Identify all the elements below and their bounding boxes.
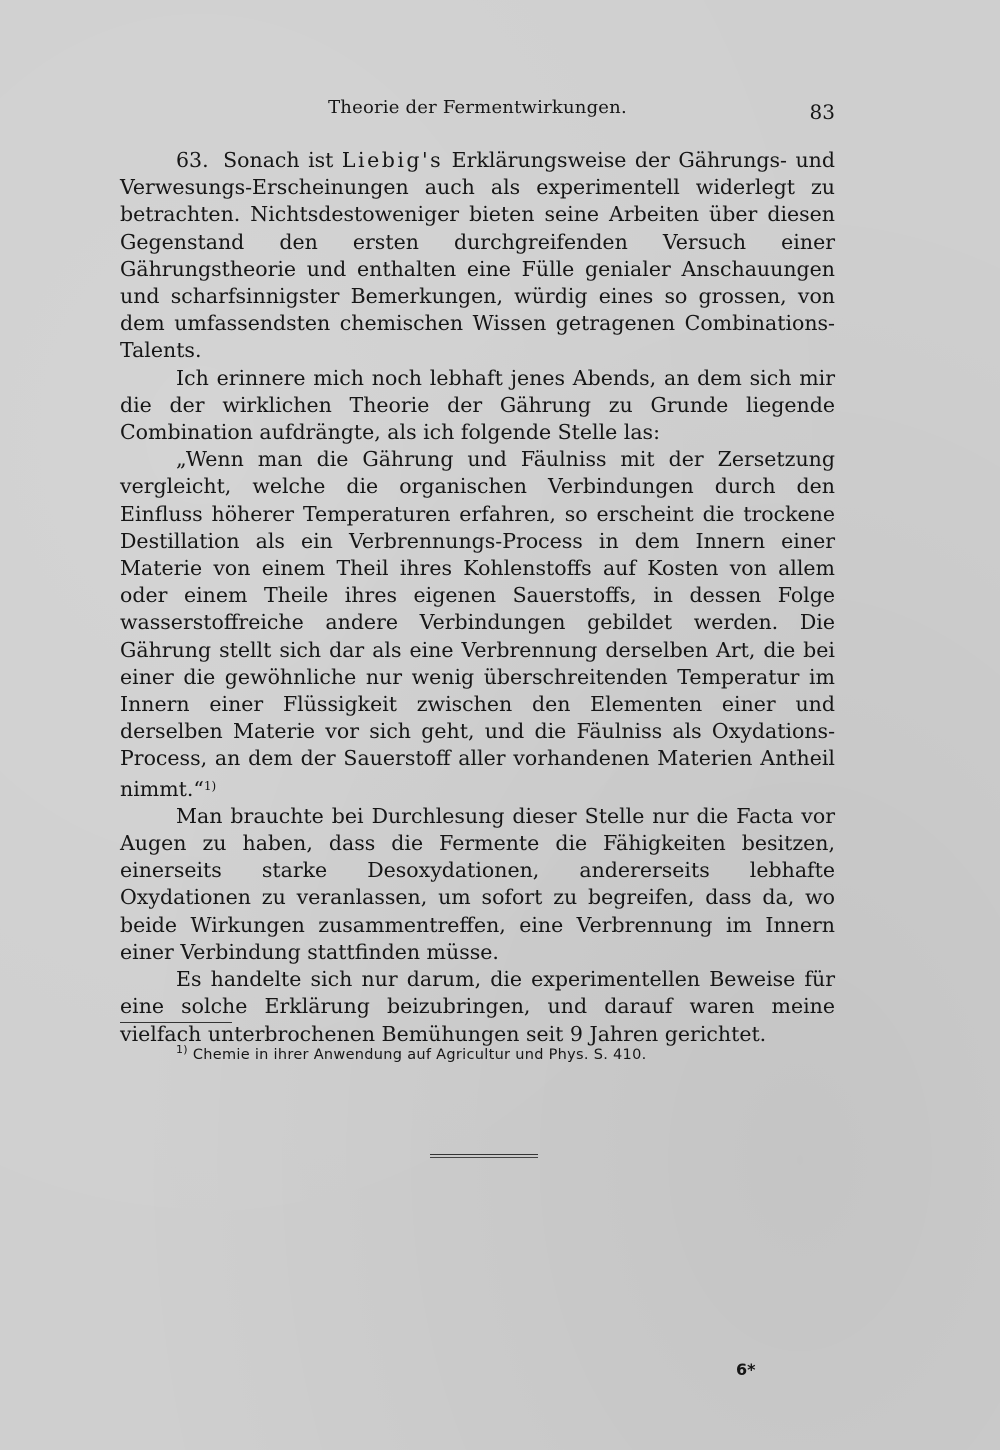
author-name: Liebig's: [341, 148, 444, 172]
quotation-text: „Wenn man die Gährung und Fäulniss mit der Zersetzung vergleicht, welche die organischen Verbindungen durch den Einfluss höherer Temperaturen erfahren, so erscheint die trockene Destillation als ein Verbrennungs-Process in dem Innern einer Materie von einem Theil ihres Kohlenstoffs auf Kosten von allem oder einem Theile ihres eigenen Sauerstoffs, in dessen Folge wasserstoffreiche andere Verbindungen gebildet werden. Die Gährung stellt sich dar als eine Verbrennung derselben Art, die bei einer die gewöhnliche nur wenig überschreitenden Temperatur im Innern einer Flüssigkeit zwischen den Elementen einer und derselben Materie vor sich geht, und die Fäulniss als Oxydations-Process, an dem der Sauerstoff aller vorhandenen Materien Antheil nimmt.“: [120, 447, 835, 801]
running-title: Theorie der Fermentwirkungen.: [328, 97, 627, 118]
paragraph-recollection: Ich erinnere mich noch lebhaft jenes Abends, an dem sich mir die der wirklichen Theorie der Gährung zu Grunde liegende Combination aufdrängte, als ich folgende Stelle las:: [120, 365, 835, 445]
section-number: 63.: [176, 148, 209, 172]
running-head: [120, 97, 835, 127]
footnote: [176, 1043, 647, 1063]
footnote-text: Chemie in ihrer Anwendung auf Agricultur und Phys. S. 410.: [192, 1046, 647, 1063]
footnote-marker: 1): [203, 778, 217, 793]
section-end-rule: [430, 1154, 538, 1155]
page-number: 83: [809, 100, 835, 124]
paragraph-facta: Man brauchte bei Durchlesung dieser Stelle nur die Facta vor Augen zu haben, dass die Fermente die Fähigkeiten besitzen, einerseits starke Desoxydationen, andererseits lebhafte Oxydationen zu veranlassen, um sofort zu begreifen, dass da, wo beide Wirkungen zusammentreffen, eine Verbrennung im Innern einer Verbindung stattfinden müsse.: [120, 803, 835, 964]
paragraph-63: [120, 147, 835, 365]
footnote-divider: [120, 1022, 232, 1023]
paragraph-text: Erklärungsweise der Gährungs- und Verwesungs-Erscheinungen auch als experimentell widerlegt zu betrachten. Nichtsdestoweniger bieten seine Arbeiten über diesen Gegenstand den ersten durchgreifenden Versuch einer Gährungstheorie und enthalten eine Fülle genialer Anschauungen und scharfsinnigster Bemerkungen, würdig eines so grossen, von dem umfassendsten chemischen Wissen getragenen Combinations-Talents.: [120, 148, 835, 363]
footnote-number: 1): [176, 1043, 188, 1056]
body-text: [120, 147, 835, 1048]
paragraph-lead: Sonach ist: [223, 148, 334, 172]
paragraph-proofs: Es handelte sich nur darum, die experimentellen Beweise für eine solche Erklärung beizubringen, und darauf waren meine vielfach unterbrochenen Bemühungen seit 9 Jahren gerichtet.: [120, 967, 835, 1046]
quotation: [120, 446, 835, 803]
signature-mark: 6*: [736, 1360, 756, 1379]
